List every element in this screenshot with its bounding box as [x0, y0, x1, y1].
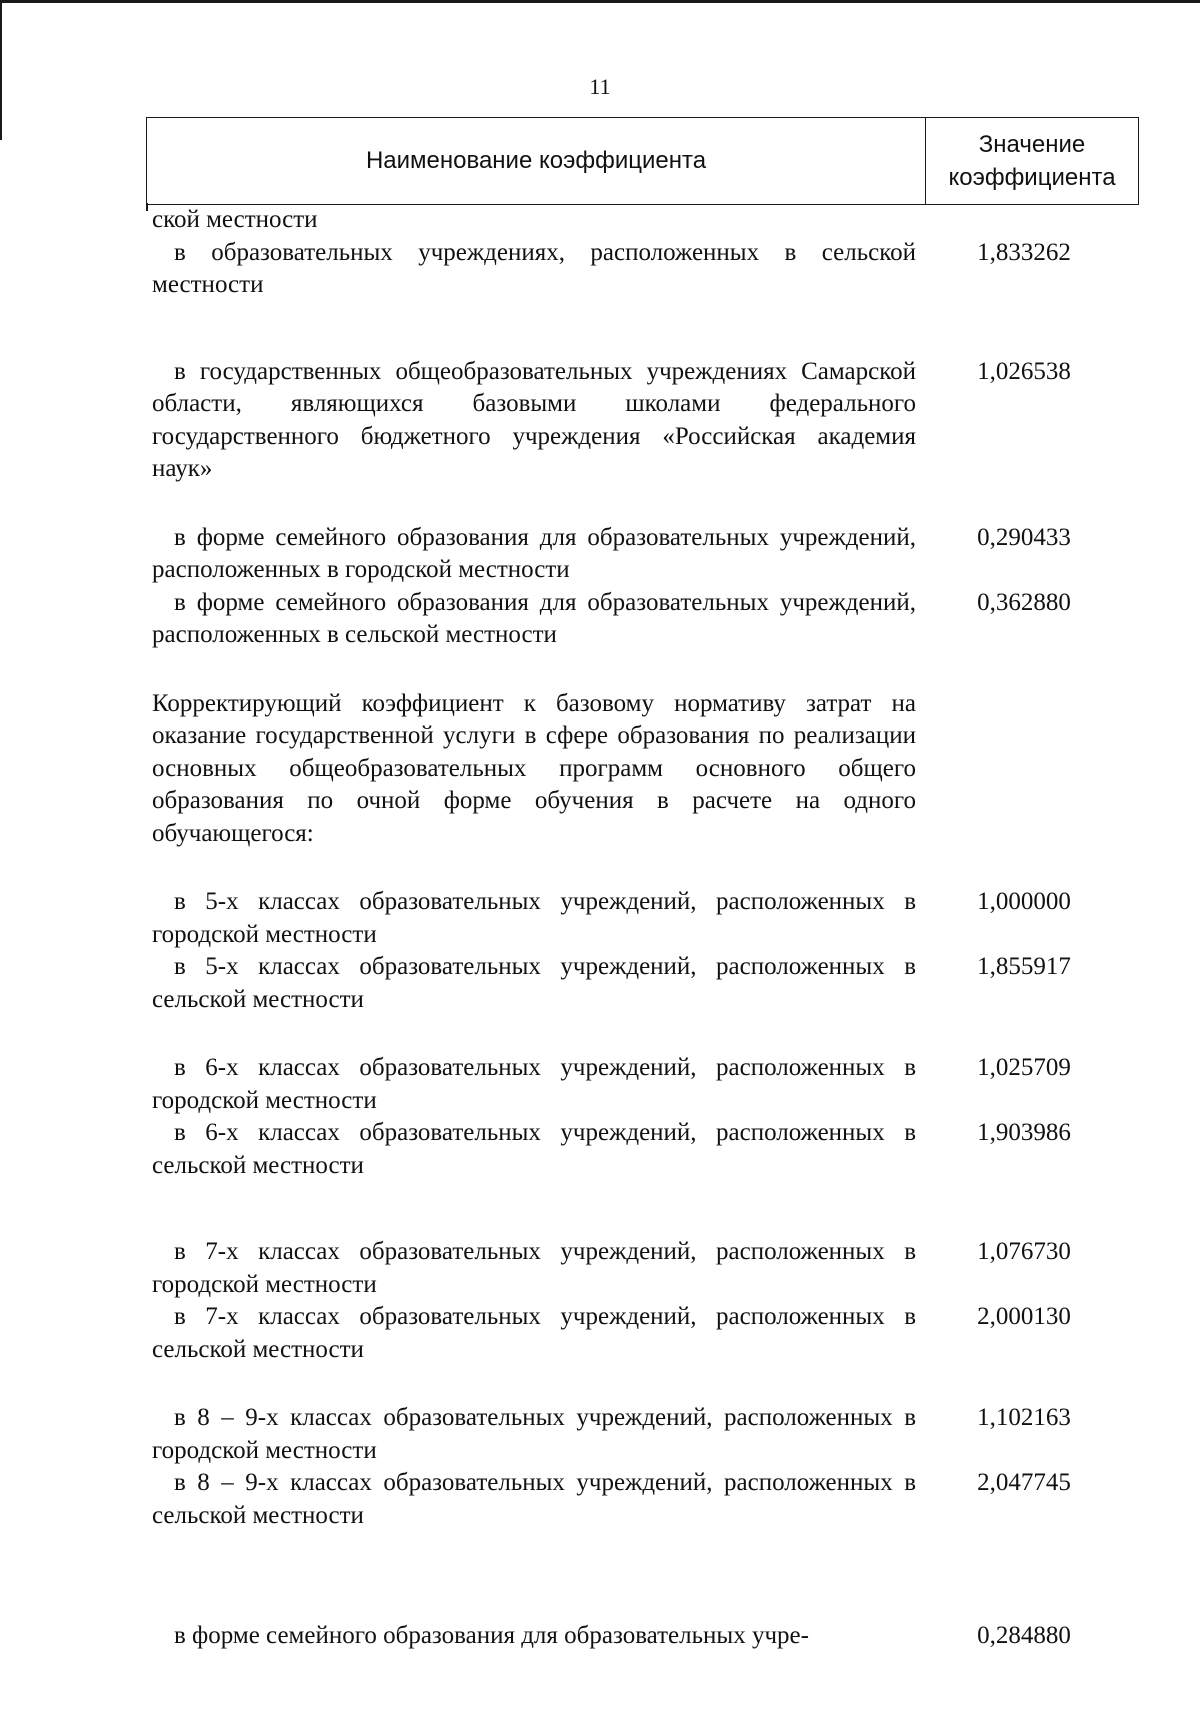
- row-value: 1,025709: [977, 1054, 1071, 1081]
- table-row: [152, 587, 1152, 652]
- column-header-value-line2: коэффициента: [948, 164, 1116, 191]
- table-row: [152, 886, 1152, 951]
- table-row: [152, 1402, 1152, 1467]
- row-value: [916, 688, 1152, 851]
- page-number: 11: [589, 74, 611, 99]
- table-row: [152, 1301, 1152, 1366]
- table-row: [152, 1620, 1152, 1653]
- row-value: 1,903986: [977, 1119, 1071, 1146]
- row-text: в 8 – 9-х классах образовательных учреждений, расположенных в сельской местности: [152, 1469, 916, 1529]
- row-value: 1,076730: [977, 1238, 1071, 1265]
- table-left-rule: [146, 203, 148, 211]
- table-row: [152, 204, 1152, 237]
- row-text: в 8 – 9-х классах образовательных учреждений, расположенных в городской местности: [152, 1404, 916, 1464]
- row-value: 1,855917: [977, 953, 1071, 980]
- row-value: [916, 204, 1152, 237]
- row-text: в форме семейного образования для образовательных учреждений, расположенных в городской местности: [152, 523, 916, 583]
- column-header-name: Наименование коэффициента: [147, 118, 926, 204]
- row-text: в форме семейного образования для образовательных учре-: [174, 1622, 809, 1649]
- row-text: в государственных общеобразовательных учреждениях Самарской области, являющихся базовыми школами федерального государственного бюджетного учреждения «Российская академия наук»: [152, 357, 916, 482]
- table-row: [152, 1236, 1152, 1301]
- row-text: в 7-х классах образовательных учреждений, расположенных в сельской местности: [152, 1303, 916, 1363]
- row-value: 2,000130: [977, 1303, 1071, 1330]
- table-row: [152, 522, 1152, 587]
- row-value: 0,284880: [977, 1622, 1071, 1649]
- column-header-value-line1: Значение: [978, 131, 1086, 158]
- row-value: 0,290433: [977, 523, 1071, 551]
- row-value: 1,026538: [977, 357, 1071, 385]
- table-row: [152, 688, 1152, 851]
- column-header-value: [926, 118, 1138, 204]
- table-row: [152, 356, 1152, 486]
- row-text: в 7-х классах образовательных учреждений, расположенных в городской местности: [152, 1238, 916, 1298]
- table-row: [152, 1467, 1152, 1532]
- row-text: Корректирующий коэффициент к базовому нормативу затрат на оказание государственной услуги в сфере образования по реализации основных общеобразовательных программ основного общего образования по очной форме обучения в расчете на одного обучающегося:: [152, 689, 916, 847]
- table-header: [146, 117, 1139, 205]
- row-value: 1,833262: [977, 238, 1071, 266]
- table-row: [152, 1052, 1152, 1117]
- row-text: в форме семейного образования для образовательных учреждений, расположенных в сельской местности: [152, 588, 916, 648]
- row-text: в 5-х классах образовательных учреждений, расположенных в сельской местности: [152, 953, 916, 1013]
- row-text: в 6-х классах образовательных учреждений, расположенных в сельской местности: [152, 1119, 916, 1179]
- table-row: [152, 237, 1152, 302]
- row-text: в 5-х классах образовательных учреждений, расположенных в городской местности: [152, 888, 916, 948]
- table-row: [152, 951, 1152, 1016]
- scan-left-edge: [0, 0, 2, 140]
- row-text: ской местности: [152, 206, 318, 233]
- row-text: в 6-х классах образовательных учреждений, расположенных в городской местности: [152, 1054, 916, 1114]
- row-value: 2,047745: [977, 1469, 1071, 1496]
- row-value: 0,362880: [977, 588, 1071, 616]
- row-value: 1,102163: [977, 1404, 1071, 1431]
- row-value: 1,000000: [977, 888, 1071, 915]
- scan-top-edge: [0, 0, 1200, 3]
- row-text: в образовательных учреждениях, расположенных в сельской местности: [152, 238, 916, 298]
- table-body: [152, 204, 1152, 1653]
- table-row: [152, 1117, 1152, 1182]
